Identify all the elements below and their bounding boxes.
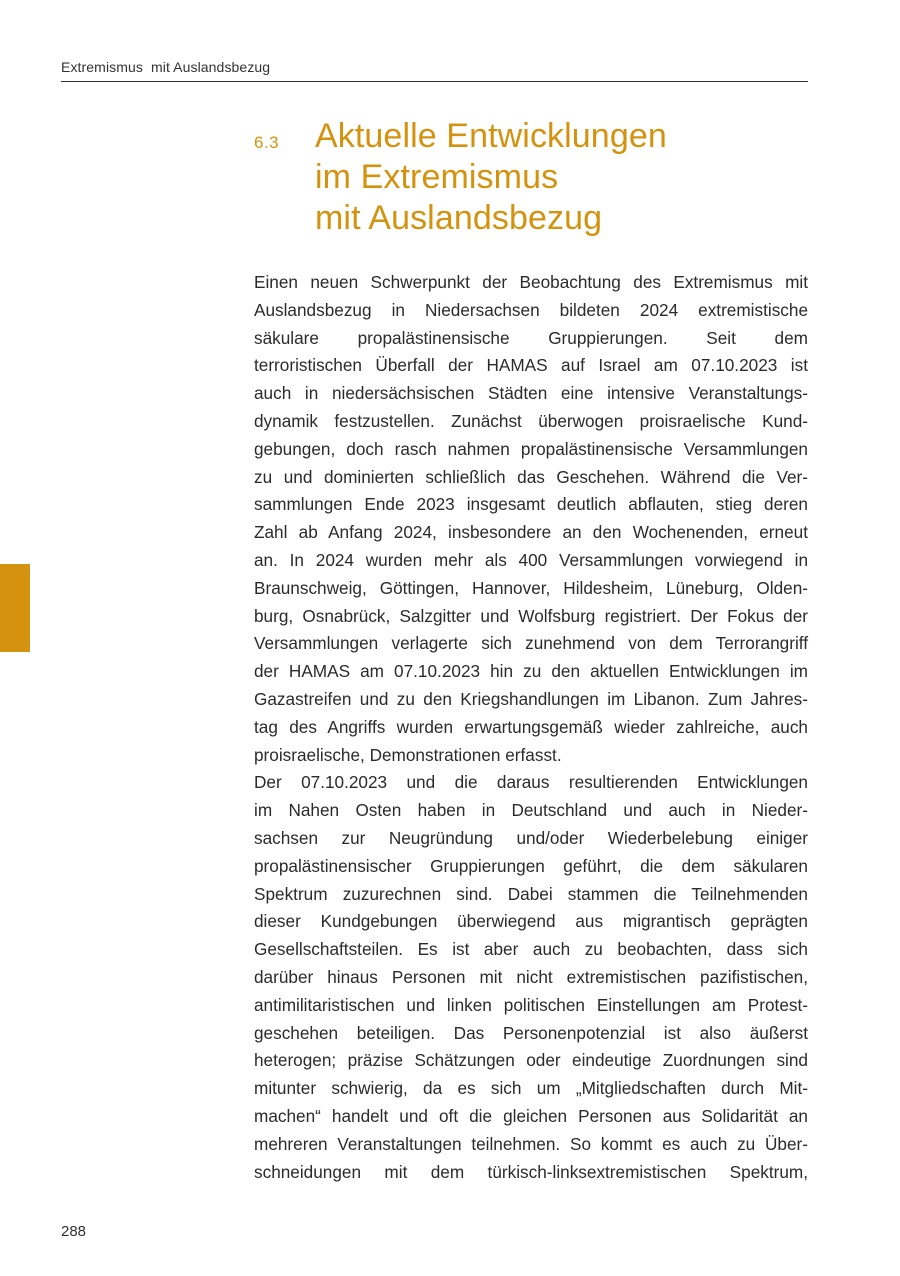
- section-number: 6.3: [254, 133, 280, 152]
- body-line: Braunschweig, Göttingen, Hannover, Hildesheim, Lüneburg, Olden-: [254, 577, 808, 598]
- body-line: mehreren Veranstaltungen teilnehmen. So kommt es auch zu Über-: [254, 1133, 808, 1154]
- body-line: im Nahen Osten haben in Deutschland und auch in Nieder-: [254, 800, 808, 821]
- body-line: tag des Angriffs wurden erwartungsgemäß wieder zahlreiche, auch: [254, 716, 808, 737]
- running-header: Extremismus mit Auslandsbezug: [61, 59, 271, 75]
- page-number: 288: [61, 1223, 87, 1240]
- body-line: propalästinensischer Gruppierungen geführt, die dem säkularen: [254, 855, 808, 876]
- body-line: säkulare propalästinensische Gruppierungen. Seit dem: [254, 327, 808, 348]
- body-line: antimilitaristischen und linken politischen Einstellungen am Protest-: [254, 994, 808, 1015]
- body-line: Versammlungen verlagerte sich zunehmend von dem Terrorangriff: [254, 633, 808, 654]
- body-line: dieser Kundgebungen überwiegend aus migrantisch geprägten: [254, 911, 808, 932]
- section-title: [315, 116, 667, 239]
- body-line: Spektrum zuzurechnen sind. Dabei stammen die Teilnehmenden: [254, 883, 808, 904]
- body-line: darüber hinaus Personen mit nicht extremistischen pazifistischen,: [254, 966, 808, 987]
- body-line: heterogen; präzise Schätzungen oder eindeutige Zuordnungen sind: [254, 1050, 808, 1071]
- body-line: sammlungen Ende 2023 insgesamt deutlich abflauten, stieg deren: [254, 494, 808, 515]
- body-line: Gesellschaftsteilen. Es ist aber auch zu beobachten, dass sich: [254, 939, 808, 960]
- body-line: mitunter schwierig, da es sich um „Mitgliedschaften durch Mit-: [254, 1078, 808, 1099]
- body-line: zu und dominierten schließlich das Geschehen. Während die Ver-: [254, 466, 808, 487]
- body-line: terroristischen Überfall der HAMAS auf Israel am 07.10.2023 ist: [254, 355, 808, 376]
- body-line: sachsen zur Neugründung und/oder Wiederbelebung einiger: [254, 827, 808, 848]
- body-line: Einen neuen Schwerpunkt der Beobachtung des Extremismus mit: [254, 272, 808, 292]
- body-line: geschehen beteiligen. Das Personenpotenzial ist also äußerst: [254, 1022, 808, 1043]
- body-line: schneidungen mit dem türkisch-linksextremistischen Spektrum,: [254, 1161, 808, 1182]
- body-line: gebungen, doch rasch nahmen propalästinensische Versammlungen: [254, 438, 808, 459]
- body-line: dynamik festzustellen. Zunächst überwogen proisraelische Kund-: [254, 410, 808, 431]
- body-line: Der 07.10.2023 und die daraus resultierenden Entwicklungen: [254, 772, 808, 793]
- body-line: proisraelische, Demonstrationen erfasst.: [254, 744, 562, 765]
- header-rule: [61, 81, 808, 82]
- body-line: der HAMAS am 07.10.2023 hin zu den aktuellen Entwicklungen im: [254, 661, 808, 682]
- body-line: Gazastreifen und zu den Kriegshandlungen im Libanon. Zum Jahres-: [254, 688, 808, 709]
- body-line: Auslandsbezug in Niedersachsen bildeten 2024 extremistische: [254, 299, 808, 320]
- section-title-line: im Extremismus: [315, 158, 559, 196]
- body-line: burg, Osnabrück, Salzgitter und Wolfsburg registriert. Der Fokus der: [254, 605, 808, 626]
- body-line: an. In 2024 wurden mehr als 400 Versammlungen vorwiegend in: [254, 549, 808, 570]
- body-line: machen“ handelt und oft die gleichen Personen aus Solidarität an: [254, 1105, 808, 1126]
- body-line: Zahl ab Anfang 2024, insbesondere an den Wochenenden, erneut: [254, 522, 808, 543]
- chapter-side-tab: [0, 564, 30, 652]
- body-text: [254, 269, 808, 1186]
- body-line: auch in niedersächsischen Städten eine intensive Veranstaltungs-: [254, 383, 808, 404]
- section-title-line: mit Auslandsbezug: [315, 199, 603, 237]
- section-title-line: Aktuelle Entwicklungen: [315, 117, 667, 155]
